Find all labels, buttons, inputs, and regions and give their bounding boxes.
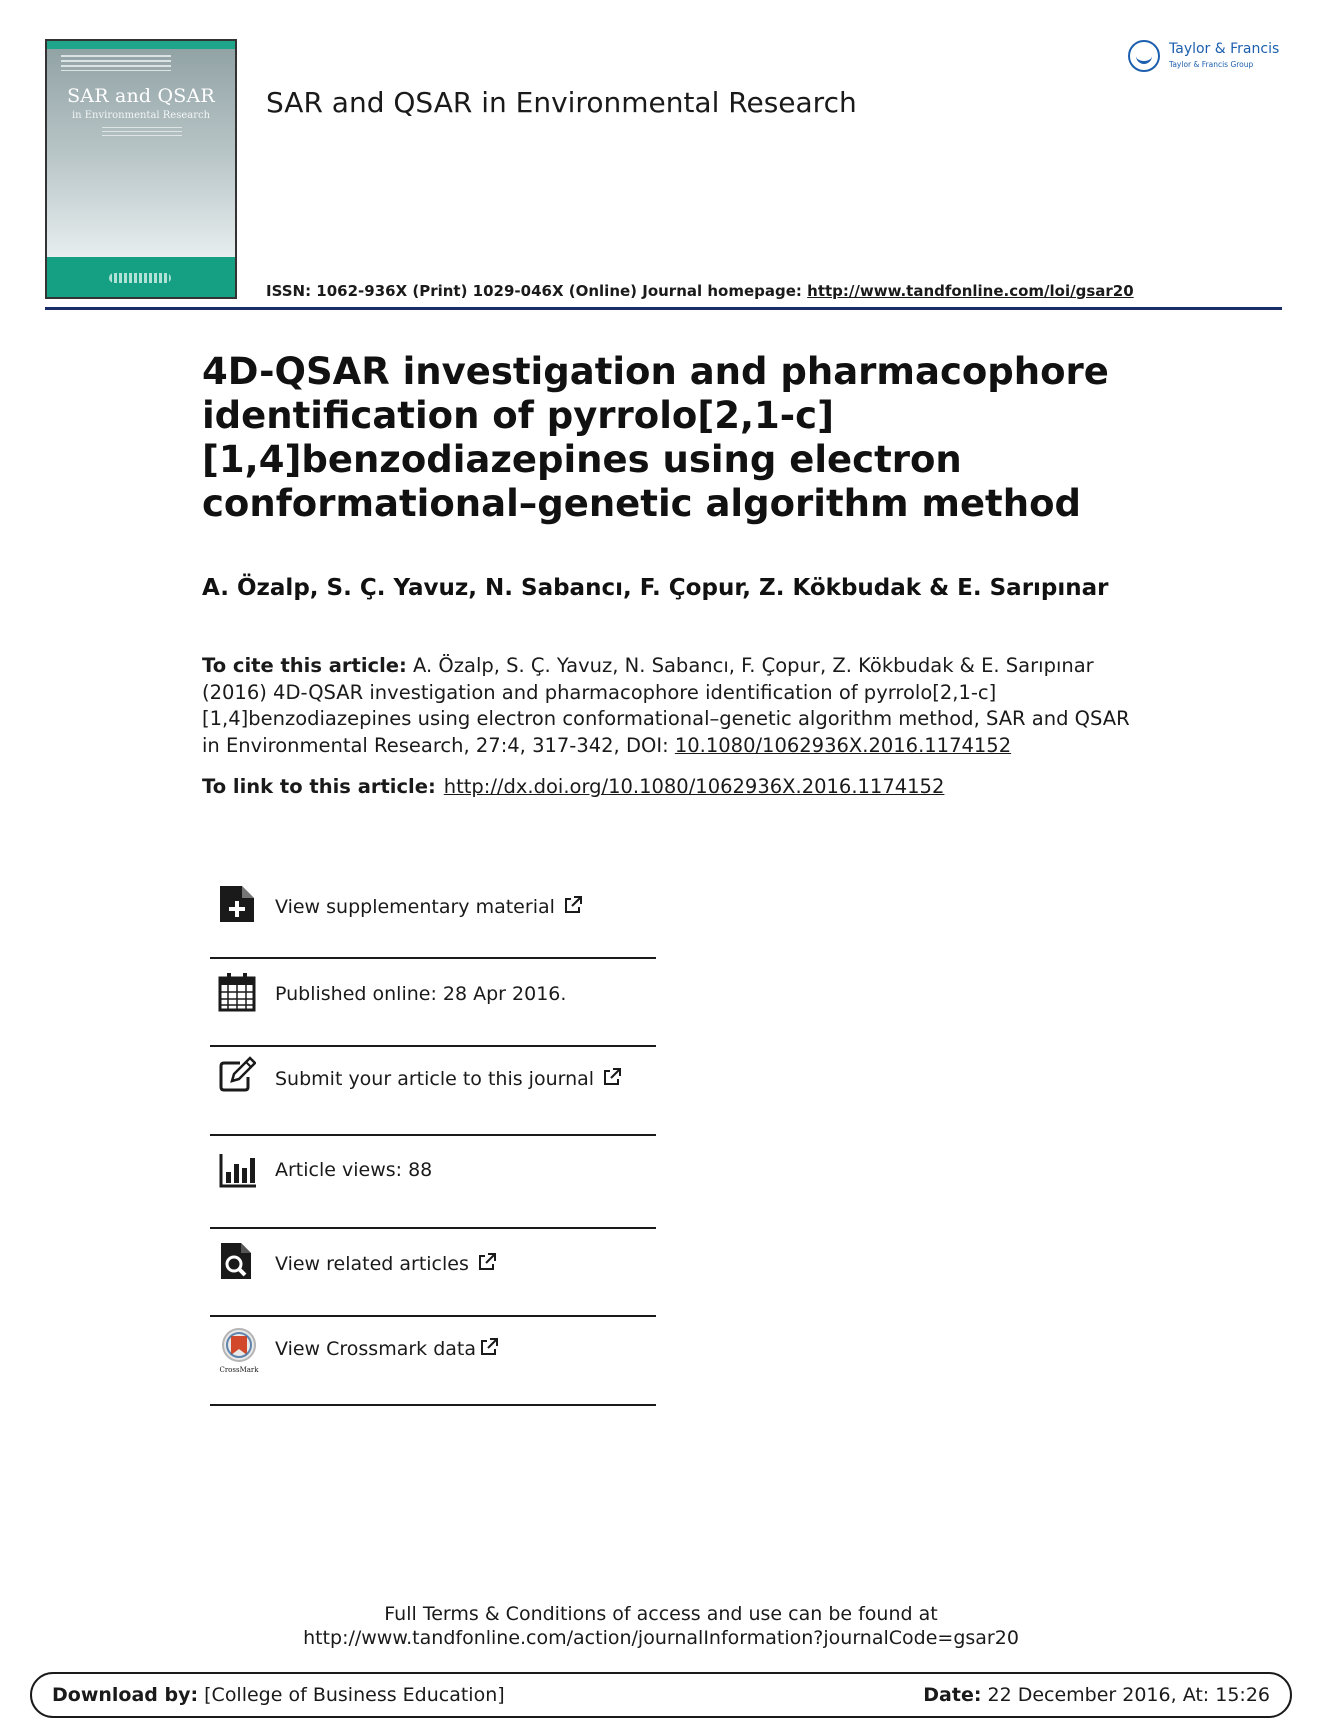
submit-article-link[interactable] [275, 1067, 622, 1090]
cover-editor-lines [102, 127, 182, 139]
calendar-icon [218, 972, 256, 1012]
article-title: 4D-QSAR investigation and pharmacophore identification of pyrrolo[2,1-c][1,4]benzodiazepines using electron conformational–genetic algorithm method [202, 350, 1109, 525]
header-divider [45, 307, 1282, 310]
submit-article-label: Submit your article to this journal [275, 1068, 595, 1090]
cover-title: SAR and QSAR [67, 85, 215, 107]
crossmark-icon-label: CrossMark [219, 1366, 259, 1374]
edit-icon [218, 1055, 256, 1095]
citation-block [202, 653, 1137, 759]
cover-publisher-logo [109, 273, 171, 283]
supplementary-material-label: View supplementary material [275, 896, 555, 918]
cover-subtitle: in Environmental Research [71, 110, 211, 121]
cover-top-band [47, 41, 235, 49]
issn-text: ISSN: 1062-936X (Print) 1029-046X (Online) Journal homepage: [266, 282, 808, 300]
row-divider [210, 1045, 656, 1047]
download-by-label: Download by: [52, 1684, 199, 1706]
row-divider [210, 1315, 656, 1317]
terms-line-1: Full Terms & Conditions of access and use can be found at [384, 1603, 938, 1625]
publisher-name: Taylor & Francis [1169, 41, 1280, 57]
taylor-francis-logo [1128, 38, 1288, 78]
external-link-icon [479, 1337, 499, 1357]
journal-title: SAR and QSAR in Environmental Research [266, 86, 857, 119]
journal-cover-image [45, 39, 237, 299]
terms-notice [0, 1602, 1322, 1650]
row-divider [210, 957, 656, 959]
external-link-icon [477, 1252, 497, 1272]
article-link-label: To link to this article: [202, 775, 436, 798]
bar-chart-icon [218, 1150, 256, 1190]
download-date [923, 1684, 1270, 1706]
download-by [52, 1684, 505, 1706]
row-divider [210, 1404, 656, 1406]
cover-meta-lines [61, 55, 171, 71]
external-link-icon [563, 895, 583, 915]
download-by-value: [College of Business Education] [198, 1684, 505, 1706]
download-date-label: Date: [923, 1684, 982, 1706]
terms-url[interactable]: http://www.tandfonline.com/action/journalInformation?journalCode=gsar20 [303, 1627, 1019, 1649]
journal-homepage-link[interactable]: http://www.tandfonline.com/loi/gsar20 [807, 282, 1134, 300]
related-articles-link[interactable] [275, 1252, 497, 1275]
supplementary-material-link[interactable] [275, 895, 583, 918]
issn-line [266, 282, 1134, 300]
crossmark-link[interactable] [275, 1337, 499, 1360]
citation-label: To cite this article: [202, 654, 407, 677]
download-info-bar [30, 1672, 1292, 1718]
article-doi-link[interactable]: http://dx.doi.org/10.1080/1062936X.2016.1174152 [443, 775, 945, 798]
row-divider [210, 1134, 656, 1136]
article-link-line [202, 775, 944, 798]
crossmark-badge-icon [218, 1327, 260, 1363]
crossmark-label: View Crossmark data [275, 1338, 477, 1360]
article-authors: A. Özalp, S. Ç. Yavuz, N. Sabancı, F. Çopur, Z. Kökbudak & E. Sarıpınar [202, 575, 1109, 601]
related-articles-label: View related articles [275, 1253, 469, 1275]
published-online-text: Published online: 28 Apr 2016. [275, 983, 567, 1005]
crossmark-icon [218, 1327, 260, 1373]
article-views-text: Article views: 88 [275, 1159, 433, 1181]
row-divider [210, 1227, 656, 1229]
citation-doi-link[interactable]: 10.1080/1062936X.2016.1174152 [674, 733, 1012, 757]
document-plus-icon [218, 884, 256, 924]
publisher-group: Taylor & Francis Group [1169, 60, 1254, 69]
external-link-icon [602, 1067, 622, 1087]
citation-text: A. Özalp, S. Ç. Yavuz, N. Sabancı, F. Çopur, Z. Kökbudak & E. Sarıpınar (2016) 4D-QSAR investigation and pharmacophore identification of pyrrolo[2,1-c][1,4]benzodiazepines using electron conformational–genetic algorithm method, SAR and QSAR in Environmental Research, 27:4, 317-342, DOI: [202, 654, 1130, 757]
taylor-francis-logo-icon [1128, 40, 1160, 72]
document-search-icon [218, 1241, 256, 1281]
download-date-value: 22 December 2016, At: 15:26 [981, 1684, 1270, 1706]
